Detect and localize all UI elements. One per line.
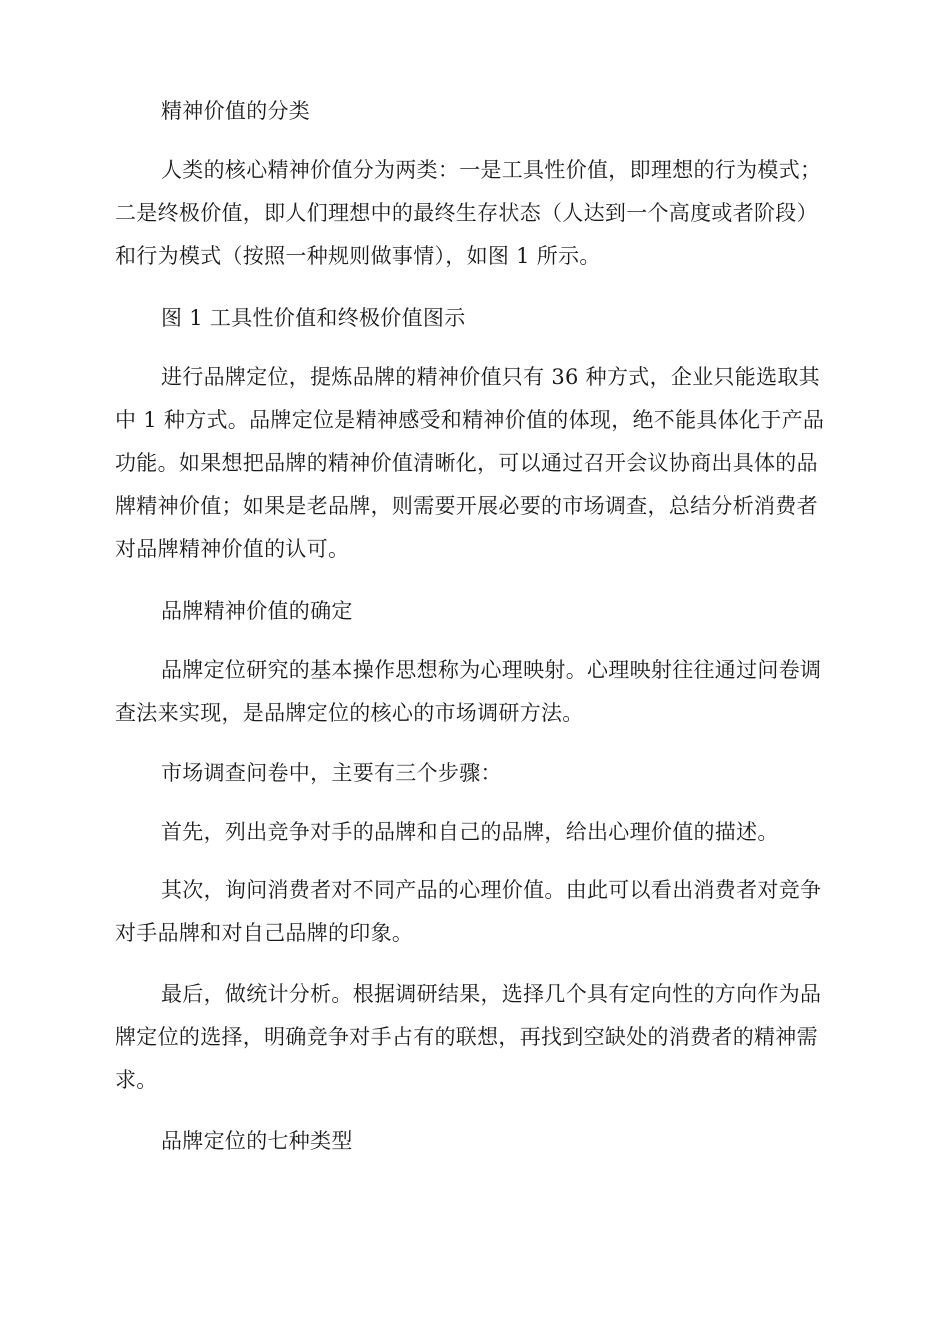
paragraph-step-first: 首先，列出竞争对手的品牌和自己的品牌，给出心理价值的描述。	[161, 820, 779, 844]
section-heading-determination: 品牌精神价值的确定	[161, 599, 353, 623]
paragraph-step-second: 其次，询问消费者对不同产品的心理价值。由此可以看出消费者对竞争对手品牌和对自己品牌的印象。	[115, 878, 822, 945]
section-heading-seven-types: 品牌定位的七种类型	[161, 1129, 353, 1153]
figure-caption: 图 1 工具性价值和终极价值图示	[161, 306, 466, 330]
paragraph-brand-positioning: 进行品牌定位，提炼品牌的精神价值只有 36 种方式，企业只能选取其中 1 种方式。品牌定位是精神感受和精神价值的体现，绝不能具体化于产品功能。如果想把品牌的精神价值清晰化，可以通过召开会议协商出具体的品牌精神价值；如果是老品牌，则需要开展必要的市场调查，总结分析消费者对品牌精神价值的认可。	[115, 365, 825, 561]
paragraph-survey-steps: 市场调查问卷中，主要有三个步骤：	[161, 761, 502, 785]
section-heading-classification: 精神价值的分类	[161, 99, 311, 123]
paragraph-mental-mapping: 品牌定位研究的基本操作思想称为心理映射。心理映射往往通过问卷调查法来实现，是品牌定位的核心的市场调研方法。	[115, 658, 822, 725]
paragraph-core-values: 人类的核心精神价值分为两类：一是工具性价值，即理想的行为模式；二是终极价值，即人们理想中的最终生存状态（人达到一个高度或者阶段）和行为模式（按照一种规则做事情），如图 1 所示。	[115, 158, 822, 268]
paragraph-step-last: 最后，做统计分析。根据调研结果，选择几个具有定向性的方向作为品牌定位的选择，明确竞争对手占有的联想，再找到空缺处的消费者的精神需求。	[115, 982, 822, 1092]
